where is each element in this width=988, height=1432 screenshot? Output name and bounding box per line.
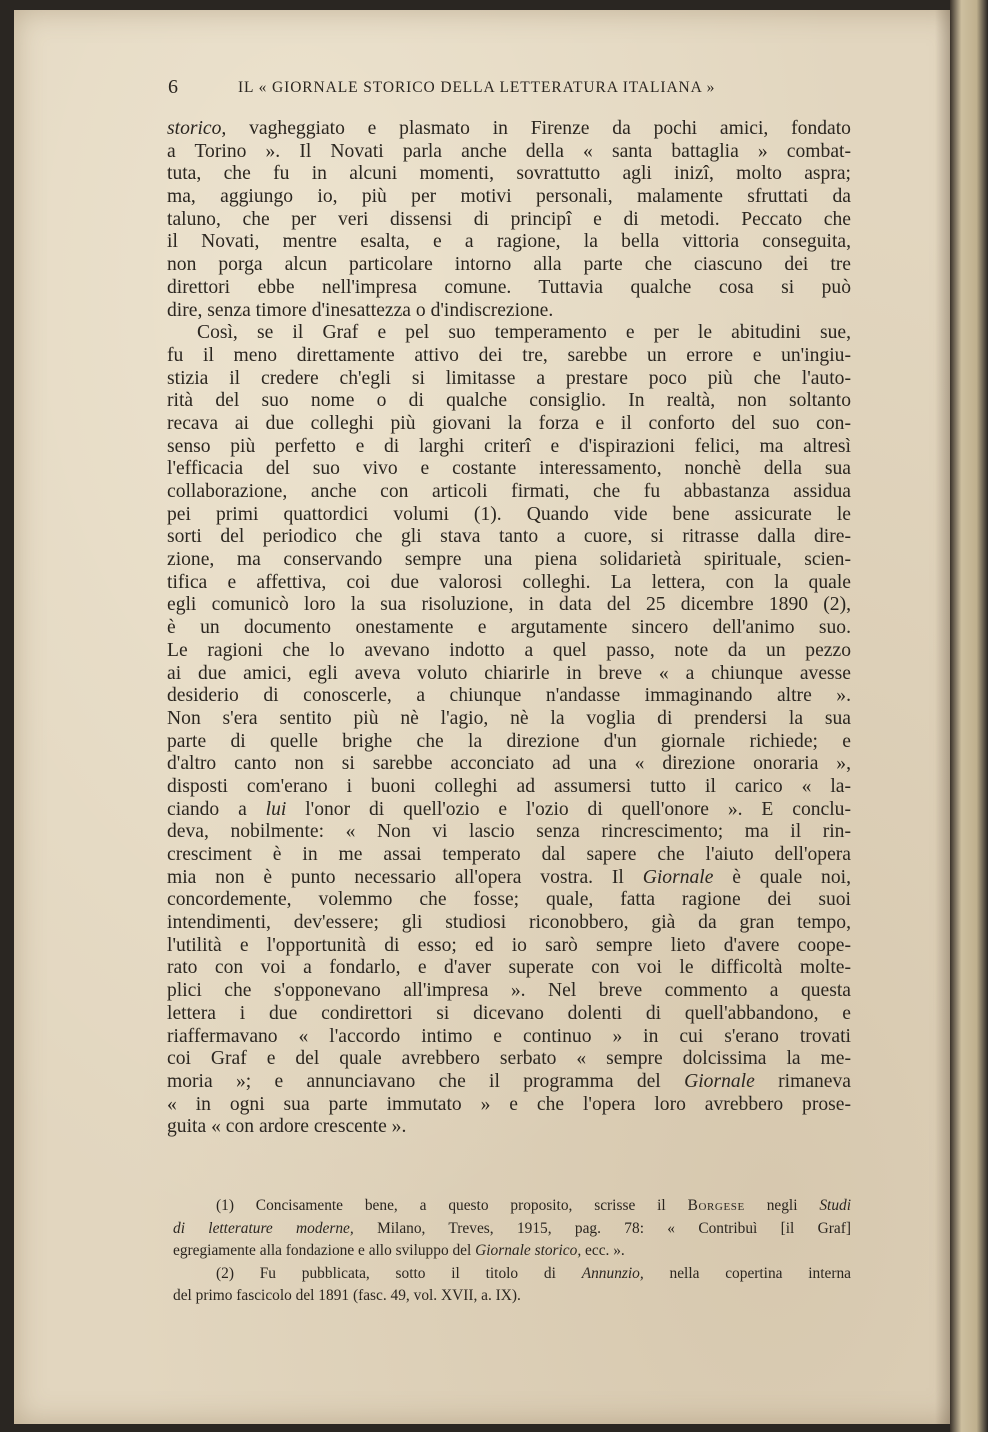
text-line: guita « con ardore crescente ».: [167, 1116, 407, 1138]
text-line: a Torino ». Il Novati parla anche della « santa battaglia » combat-: [167, 140, 851, 162]
text-line: l'efficacia del suo vivo e costante interessamento, nonchè della sua: [167, 458, 851, 480]
text-line: cresciment è in me assai temperato dal sapere che l'aiuto dell'opera: [167, 844, 851, 865]
running-title: IL « GIORNALE STORICO DELLA LETTERATURA ITALIANA »: [238, 79, 716, 96]
text-line: zione, ma conservando sempre una piena solidarietà spirituale, scien-: [167, 549, 851, 571]
text-line: riaffermavano « l'accordo intimo e continuo » in cui s'erano trovati: [167, 1025, 851, 1047]
text-line: moria »; e annunciavano che il programma del Giornale rimaneva: [167, 1070, 852, 1092]
text-line: ai due amici, egli aveva voluto chiarirle in breve « a chiunque avesse: [167, 662, 851, 684]
text-line: storico, vagheggiato e plasmato in Firenze da pochi amici, fondato: [167, 118, 851, 139]
italic-word: Giornale: [642, 866, 714, 888]
footnote-1-cont: egregiamente alla fondazione e allo sviluppo del Giornale storico, ecc. ».: [173, 1242, 625, 1259]
text-line: è un documento onestamente e argutamente sincero dell'animo suo.: [167, 617, 851, 639]
text-line: plici che s'opponevano all'impresa ». Nel breve commento a questa: [167, 980, 851, 1002]
body-text: [167, 118, 851, 1139]
text-line: concordemente, volemmo che fosse; quale, fatta ragione dei suoi: [167, 889, 851, 911]
text-line: Le ragioni che lo avevano indotto a quel passo, note da un pezzo: [167, 639, 851, 661]
text-line: non porga alcun particolare intorno alla parte che ciascuno dei tre: [167, 254, 851, 276]
text-line: Non s'era sentito più nè l'agio, nè la voglia di prendersi la sua: [167, 707, 851, 729]
text-line: deva, nobilmente: « Non vi lascio senza rincrescimento; ma il rin-: [167, 821, 851, 843]
footnotes: [173, 1195, 851, 1308]
italic-word: lui: [265, 798, 287, 820]
text-line: collaborazione, anche con articoli firmati, che fu abbastanza assidua: [167, 481, 851, 502]
footnote-1: (1) Concisamente bene, a questo proposito, scrisse il Borgese negli Studi: [216, 1197, 851, 1214]
text-line: fu il meno direttamente attivo dei tre, sarebbe un errore e un'ingiu-: [167, 344, 851, 366]
text-line: l'utilità e l'opportunità di esso; ed io sarò sempre lieto d'avere coope-: [167, 934, 851, 956]
text-line: intendimenti, dev'essere; gli studiosi riconobbero, già da gran tempo,: [167, 912, 851, 934]
text-line: mia non è punto necessario all'opera vostra. Il Giornale è quale noi,: [167, 866, 851, 888]
page-header: [168, 76, 868, 102]
text-line: direttori ebbe nell'impresa comune. Tuttavia qualche cosa si può: [167, 276, 851, 298]
footnote-2: (2) Fu pubblicata, sotto il titolo di Annunzio, nella copertina interna: [216, 1264, 852, 1282]
text-line: d'altro canto non si sarebbe acconciato ad una « direzione onoraria »,: [167, 753, 851, 775]
footnote-1-cont: di letterature moderne, Milano, Treves, 1915, pag. 78: « Contribuì [il Graf]: [173, 1219, 851, 1237]
text-line: Così, se il Graf e pel suo temperamento e per le abitudini sue,: [197, 322, 851, 344]
text-line: ma, aggiungo io, più per motivi personali, malamente sfruttati da: [167, 186, 851, 208]
text-line: dire, senza timore d'inesattezza o d'indiscrezione.: [167, 299, 554, 321]
text-line: tifica e affettiva, coi due valorosi colleghi. La lettera, con la quale: [167, 571, 851, 593]
text-line: sorti del periodico che gli stava tanto a cuore, si ritrasse dalla dire-: [167, 526, 851, 548]
text-line: lettera i due condirettori si dicevano dolenti di quell'abbandono, e: [167, 1002, 851, 1024]
text-line: senso più perfetto e di larghi criterî e d'ispirazioni felici, ma altresì: [167, 435, 851, 457]
text-line: coi Graf e del quale avrebbero serbato « sempre dolcissima la me-: [167, 1048, 851, 1070]
text-line: ciando a lui l'onor di quell'ozio e l'ozio di quell'onore ». E conclu-: [167, 798, 851, 820]
footnote-2-cont: del primo fascicolo del 1891 (fasc. 49, vol. XVII, a. IX).: [173, 1287, 521, 1304]
text-line: tuta, che fu in alcuni momenti, sovrattutto agli inizî, molto aspra;: [167, 163, 851, 185]
text-line: rato con voi a fondarlo, e d'aver superate con voi le difficoltà molte-: [167, 957, 851, 979]
italic-word: Giornale: [684, 1070, 755, 1092]
text-line: rità del suo nome o di qualche consiglio. In realtà, non soltanto: [167, 390, 851, 412]
text-line: parte di quelle brighe che la direzione d'un giornale richiede; e: [167, 730, 851, 752]
text-line: recava ai due colleghi più giovani la forza e il conforto del suo con-: [167, 412, 851, 434]
text-line: stizia il credere ch'egli si limitasse a prestare poco più che l'auto-: [167, 367, 851, 389]
italic-word: storico,: [167, 118, 227, 139]
page-number: 6: [168, 76, 179, 98]
text-line: taluno, che per veri dissensi di principî e di metodi. Peccato che: [167, 208, 851, 230]
text-line: egli comunicò loro la sua risoluzione, in data del 25 dicembre 1890 (2),: [167, 594, 851, 616]
text-line: disposti com'erano i buoni colleghi ad assumersi tutto il carico « la-: [167, 775, 851, 797]
author-name: Borgese: [687, 1197, 745, 1214]
text-line: il Novati, mentre esalta, e a ragione, la bella vittoria conseguita,: [167, 231, 851, 253]
text-line: « in ogni sua parte immutato » e che l'opera loro avrebbero prose-: [167, 1093, 851, 1115]
text-line: pei primi quattordici volumi (1). Quando vide bene assicurate le: [167, 503, 851, 525]
next-page-edge: [950, 0, 988, 1432]
text-line: desiderio di conoscerle, a chiunque n'andasse immaginando altre ».: [167, 685, 851, 707]
